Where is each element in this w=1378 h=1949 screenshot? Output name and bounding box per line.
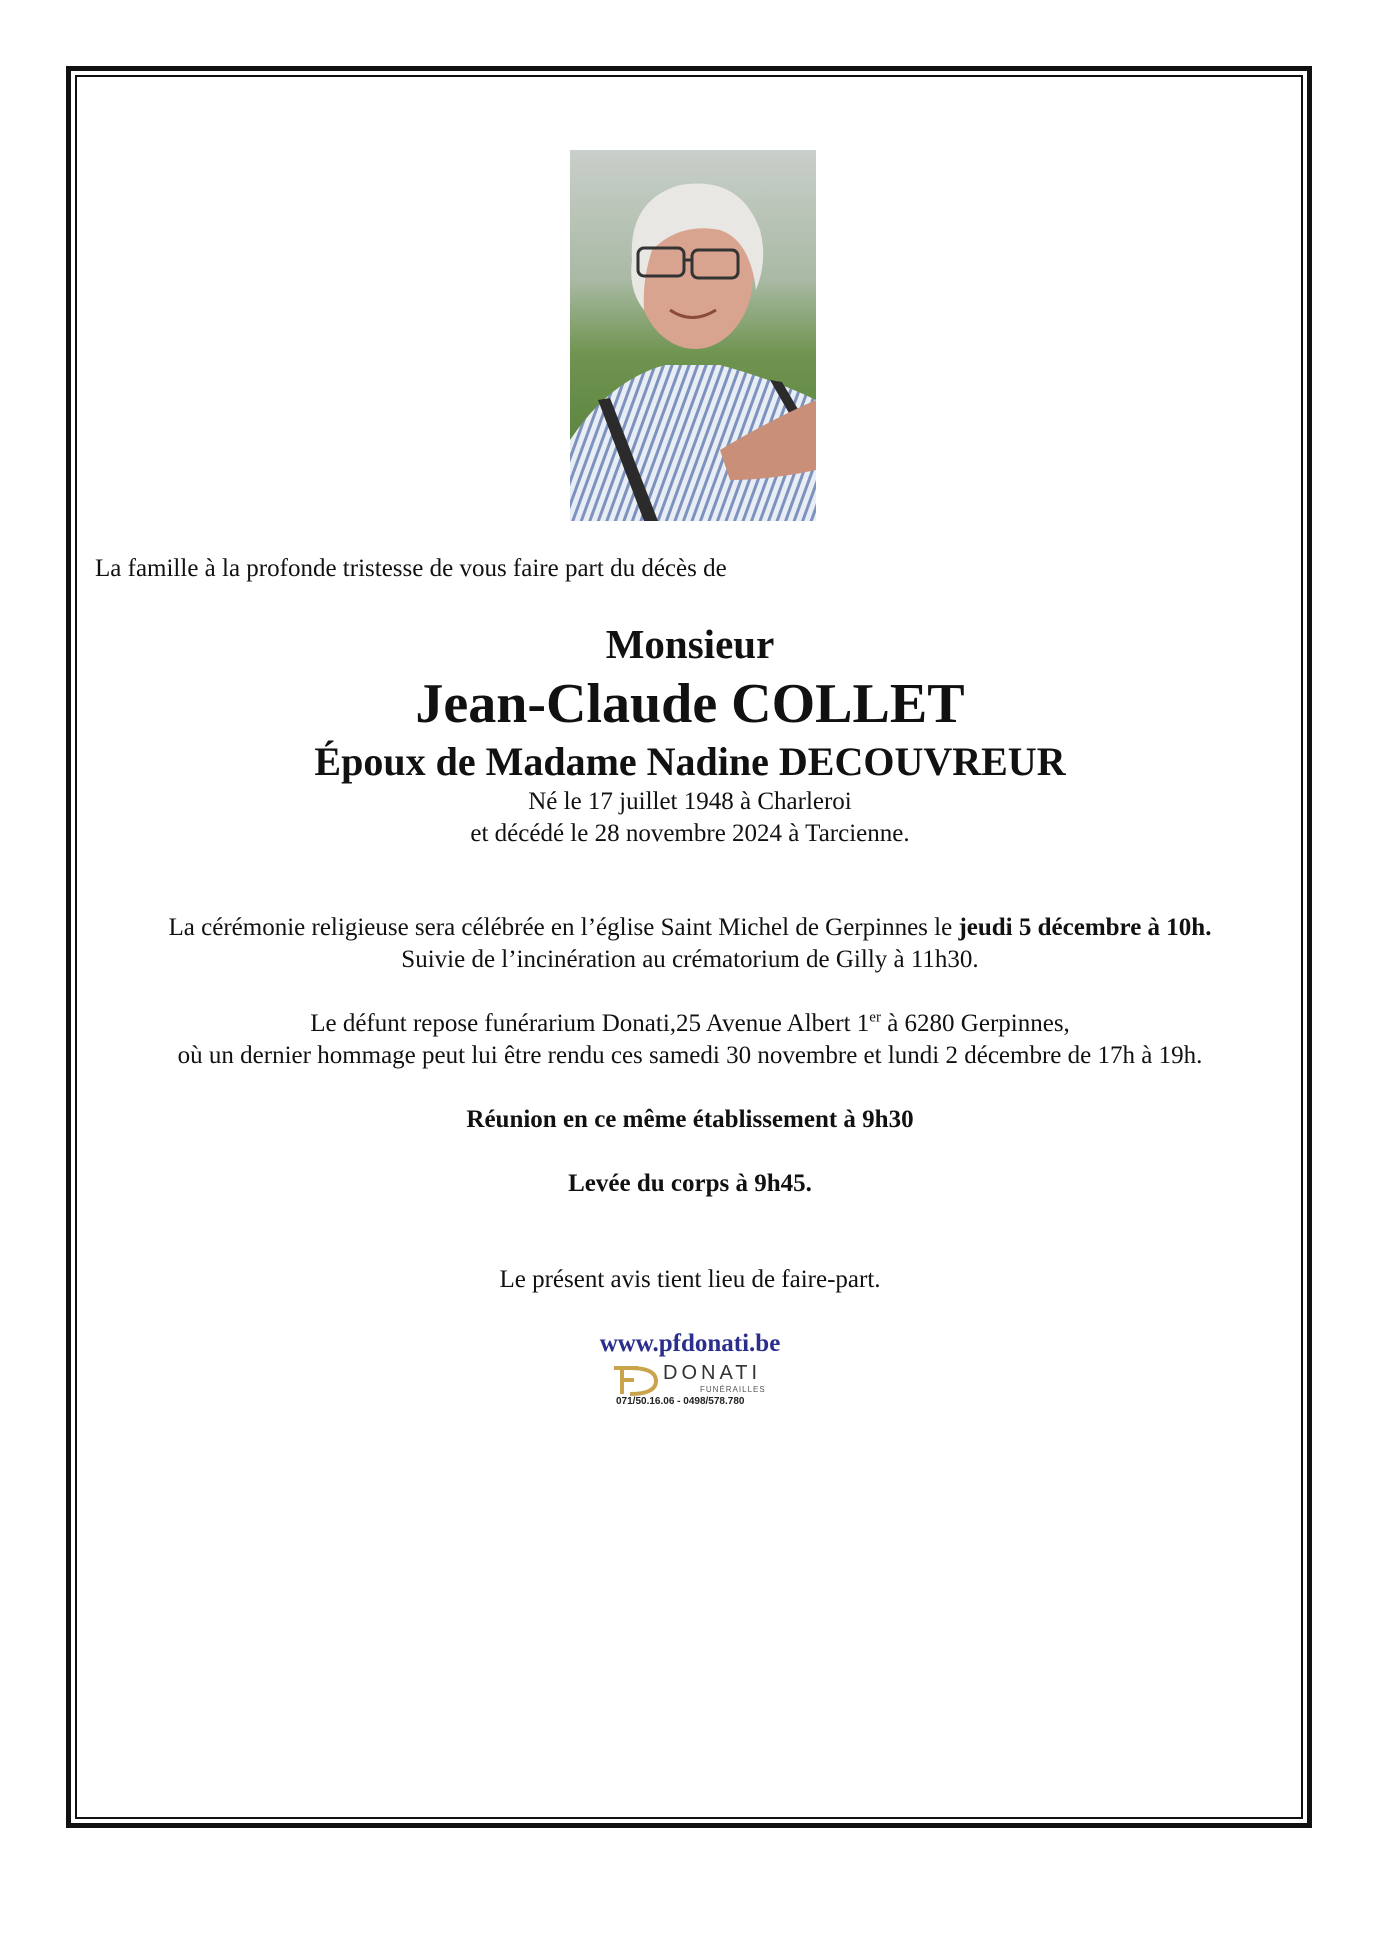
ceremony-line-1 <box>80 914 1300 942</box>
levee-line: Levée du corps à 9h45. <box>568 1170 812 1197</box>
rest-line-2: où un dernier hommage peut lui être rendu ces samedi 30 novembre et lundi 2 décembre de 17h à 19h. <box>177 1042 1203 1069</box>
intro-text: La famille à la profonde tristesse de vous faire part du décès de <box>95 555 727 582</box>
honorific: Monsieur <box>605 621 775 667</box>
rest-address-sup: er <box>869 1009 881 1026</box>
deceased-name: Jean-Claude COLLET <box>415 673 965 735</box>
ceremony-text: La cérémonie religieuse sera célébrée en l’église Saint Michel de Gerpinnes le <box>168 914 959 941</box>
portrait-photo <box>570 150 816 521</box>
spouse-line: Époux de Madame Nadine DECOUVREUR <box>314 739 1066 784</box>
ceremony-line-2: Suivie de l’incinération au crématorium de Gilly à 11h30. <box>401 946 979 973</box>
rest-line-1 <box>80 1010 1300 1038</box>
rest-address-end: à 6280 Gerpinnes, <box>880 1010 1070 1037</box>
logo-subtitle: FUNÉRAILLES <box>700 1385 766 1394</box>
rest-address-start: Le défunt repose funérarium Donati,25 Avenue Albert 1 <box>310 1010 870 1037</box>
death-line: et décédé le 28 novembre 2024 à Tarcienne. <box>470 820 910 847</box>
website-link[interactable]: www.pfdonati.be <box>599 1330 781 1357</box>
donati-logo <box>610 1360 775 1410</box>
birth-line: Né le 17 juillet 1948 à Charleroi <box>528 788 852 815</box>
logo-phones: 071/50.16.06 - 0498/578.780 <box>616 1396 745 1407</box>
logo-name: DONATI <box>663 1362 762 1384</box>
ceremony-date: jeudi 5 décembre à 10h. <box>958 914 1212 941</box>
notice-line: Le présent avis tient lieu de faire-part. <box>499 1266 881 1293</box>
reunion-line: Réunion en ce même établissement à 9h30 <box>466 1106 914 1133</box>
donati-logo-mark-icon <box>612 1364 660 1396</box>
